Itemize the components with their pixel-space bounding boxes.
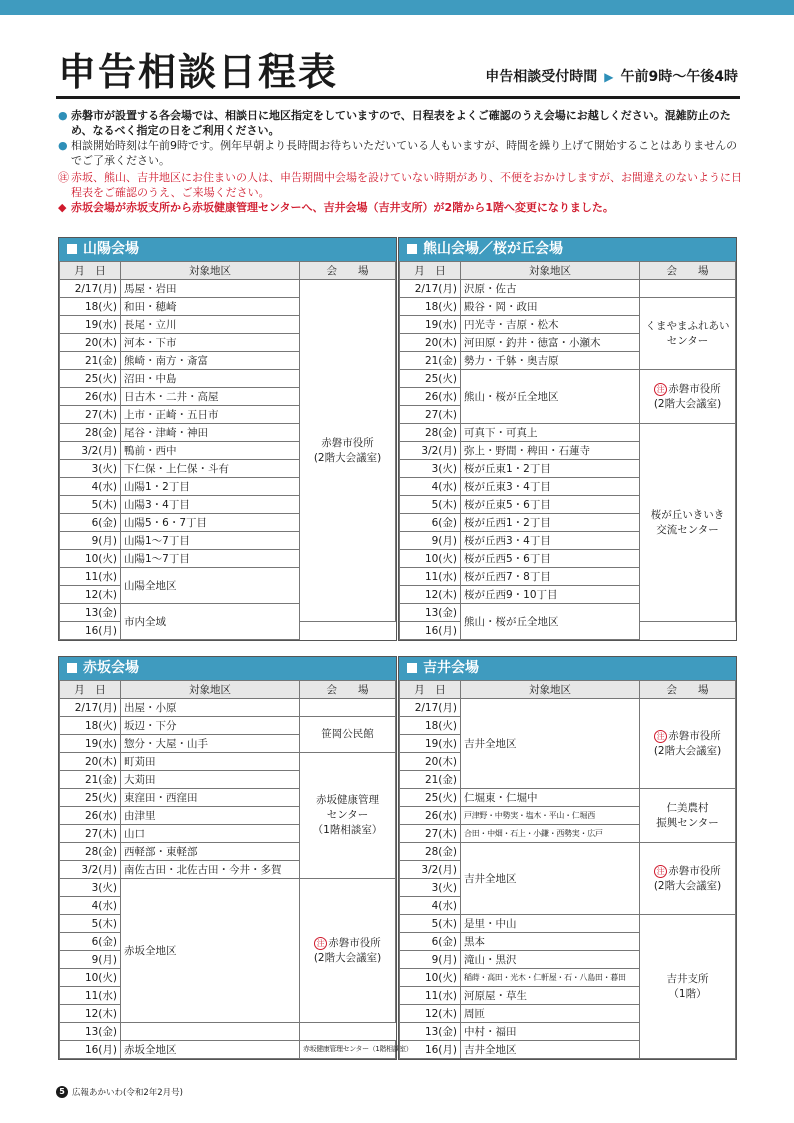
area-cell: 山口 [121, 825, 300, 843]
area-cell: 仁堀東・仁堀中 [461, 789, 640, 807]
area-cell: 戸津野・中勢実・塩木・平山・仁堀西 [461, 807, 640, 825]
date-cell: 13(金) [400, 604, 461, 622]
date-cell: 10(火) [400, 969, 461, 987]
caution-mark-icon: 注 [314, 937, 327, 950]
schedule-table [399, 261, 736, 640]
date-cell: 20(木) [60, 753, 121, 771]
area-cell: 桜が丘西1・2丁目 [461, 514, 640, 532]
area-cell: 和田・穂崎 [121, 298, 300, 316]
date-cell: 16(月) [400, 622, 461, 640]
area-cell [121, 1023, 300, 1041]
table-row [60, 280, 396, 298]
venue-cell: くまやまふれあい センター [640, 298, 736, 370]
reception-hours [485, 66, 738, 86]
date-cell: 18(火) [60, 717, 121, 735]
square-icon [407, 244, 417, 254]
area-cell: 山陽全地区 [121, 568, 300, 604]
venue-name: 赤坂会場 [83, 660, 139, 676]
date-cell: 6(金) [400, 933, 461, 951]
column-header-venue: 会 場 [640, 681, 736, 699]
caution-mark-icon: 注 [654, 865, 667, 878]
footer-text: 広報あかいわ(令和2年2月号) [72, 1088, 183, 1098]
area-cell: 円光寺・吉原・松木 [461, 316, 640, 334]
column-header-date: 月 日 [60, 681, 121, 699]
area-cell: 惣分・大屋・山手 [121, 735, 300, 753]
area-cell: 日古木・二井・高屋 [121, 388, 300, 406]
date-cell: 12(木) [60, 586, 121, 604]
date-cell: 26(水) [400, 388, 461, 406]
area-cell: 鴨前・西中 [121, 442, 300, 460]
area-cell: 中村・福田 [461, 1023, 640, 1041]
date-cell: 25(火) [60, 789, 121, 807]
date-cell: 12(木) [400, 1005, 461, 1023]
date-cell: 5(木) [400, 496, 461, 514]
date-cell: 16(月) [60, 622, 121, 640]
date-cell: 19(水) [400, 316, 461, 334]
area-cell: 上市・正崎・五日市 [121, 406, 300, 424]
area-cell: 山陽5・6・7丁目 [121, 514, 300, 532]
hours-value: 午前9時～午後4時 [620, 69, 738, 85]
area-cell: 赤坂全地区 [121, 879, 300, 1023]
note-2: ● 相談開始時刻は午前9時です。例年早朝より長時間お待ちいただいている人もいますが、時間を繰り上げて開始することはありませんのでご了承ください。 [58, 139, 738, 167]
date-cell: 6(金) [60, 933, 121, 951]
date-cell: 21(金) [400, 771, 461, 789]
venue-name: 熊山会場／桜が丘会場 [423, 241, 563, 257]
table-row [400, 298, 736, 316]
date-cell: 3(火) [60, 460, 121, 478]
date-cell: 3/2(月) [60, 442, 121, 460]
date-cell: 2/17(月) [400, 699, 461, 717]
venue-cell: 注 赤磐市役所 (2階大会議室) [300, 879, 396, 1023]
area-cell: 下仁保・上仁保・斗有 [121, 460, 300, 478]
area-cell: 周匝 [461, 1005, 640, 1023]
top-color-bar [0, 0, 794, 15]
column-header-venue: 会 場 [640, 262, 736, 280]
schedule-panel-sanyo [58, 237, 397, 641]
column-header-area: 対象地区 [121, 681, 300, 699]
date-cell: 26(水) [60, 807, 121, 825]
date-cell: 26(水) [400, 807, 461, 825]
area-cell: 桜が丘東1・2丁目 [461, 460, 640, 478]
date-cell: 21(金) [400, 352, 461, 370]
area-cell: 尾谷・津崎・神田 [121, 424, 300, 442]
venue-cell: 注 赤磐市役所 (2階大会議室) [640, 843, 736, 915]
date-cell: 12(木) [400, 586, 461, 604]
column-header-area: 対象地区 [461, 681, 640, 699]
area-cell: 桜が丘西7・8丁目 [461, 568, 640, 586]
date-cell: 25(火) [400, 370, 461, 388]
area-cell: 大苅田 [121, 771, 300, 789]
date-cell: 3/2(月) [400, 861, 461, 879]
diamond-icon: ◆ [58, 201, 67, 214]
date-cell: 13(金) [60, 1023, 121, 1041]
table-row [400, 280, 736, 298]
date-cell: 6(金) [400, 514, 461, 532]
area-cell: 山陽1～7丁目 [121, 532, 300, 550]
date-cell: 9(月) [400, 532, 461, 550]
area-cell: 弥上・野間・稗田・石蓮寺 [461, 442, 640, 460]
area-cell: 出屋・小原 [121, 699, 300, 717]
area-cell: 勢力・千躰・奥吉原 [461, 352, 640, 370]
date-cell: 18(火) [400, 717, 461, 735]
area-cell: 坂辺・下分 [121, 717, 300, 735]
panel-header [59, 657, 396, 680]
venue-cell: 赤磐市役所 (2階大会議室) [300, 280, 396, 622]
table-row [60, 699, 396, 717]
table-row [400, 789, 736, 807]
area-cell: 熊山・桜が丘全地区 [461, 604, 640, 640]
area-cell: 由津里 [121, 807, 300, 825]
area-cell: 山陽1～7丁目 [121, 550, 300, 568]
triangle-arrow-icon: ▶ [604, 70, 614, 84]
venue-cell [300, 699, 396, 717]
square-icon [67, 663, 77, 673]
date-cell: 4(水) [60, 897, 121, 915]
table-row [400, 424, 736, 442]
date-cell: 27(木) [60, 406, 121, 424]
caution-mark-icon: 注 [654, 730, 667, 743]
area-cell: 桜が丘西9・10丁目 [461, 586, 640, 604]
panel-header [59, 238, 396, 261]
column-header-venue: 会 場 [300, 262, 396, 280]
venue-name: 山陽会場 [83, 241, 139, 257]
area-cell: 東窪田・西窪田 [121, 789, 300, 807]
table-row [60, 1023, 396, 1041]
date-cell: 10(火) [60, 969, 121, 987]
date-cell: 10(火) [60, 550, 121, 568]
area-cell: 滝山・黒沢 [461, 951, 640, 969]
date-cell: 2/17(月) [60, 699, 121, 717]
venue-cell: 注 赤磐市役所 (2階大会議室) [640, 699, 736, 789]
title-divider [56, 96, 740, 99]
date-cell: 27(木) [60, 825, 121, 843]
schedule-table [59, 680, 413, 1059]
venue-cell: 仁美農村 振興センター [640, 789, 736, 843]
date-cell: 13(金) [400, 1023, 461, 1041]
date-cell: 26(水) [60, 388, 121, 406]
date-cell: 10(火) [400, 550, 461, 568]
date-cell: 5(木) [400, 915, 461, 933]
date-cell: 19(水) [400, 735, 461, 753]
bullet-icon: ● [58, 139, 68, 152]
page-title: 申告相談日程表 [58, 50, 339, 94]
area-cell: 桜が丘西3・4丁目 [461, 532, 640, 550]
area-cell: 山陽1・2丁目 [121, 478, 300, 496]
date-cell: 28(金) [400, 843, 461, 861]
date-cell: 20(木) [400, 334, 461, 352]
area-cell: 西軽部・東軽部 [121, 843, 300, 861]
date-cell: 2/17(月) [60, 280, 121, 298]
area-cell: 稲蒔・高田・光木・仁軒屋・石・八島田・暮田 [461, 969, 640, 987]
note-4: ◆ 赤坂会場が赤坂支所から赤坂健康管理センターへ、吉井会場（吉井支所）が2階から1階へ変更になりました。 [58, 201, 614, 214]
date-cell: 2/17(月) [400, 280, 461, 298]
date-cell: 9(月) [400, 951, 461, 969]
schedule-table [59, 261, 396, 640]
area-cell: 市内全域 [121, 604, 300, 640]
date-cell: 18(火) [400, 298, 461, 316]
date-cell: 19(水) [60, 735, 121, 753]
venue-cell: 笹岡公民館 [300, 717, 396, 753]
date-cell: 27(木) [400, 406, 461, 424]
area-cell: 河原屋・草生 [461, 987, 640, 1005]
date-cell: 25(火) [400, 789, 461, 807]
table-row [400, 915, 736, 933]
area-cell: 桜が丘西5・6丁目 [461, 550, 640, 568]
hours-label: 申告相談受付時間 [485, 69, 598, 85]
date-cell: 20(木) [400, 753, 461, 771]
table-row [60, 879, 396, 897]
area-cell: 南佐古田・北佐古田・今井・多賀 [121, 861, 300, 879]
area-cell: 黒本 [461, 933, 640, 951]
column-header-date: 月 日 [400, 681, 461, 699]
date-cell: 28(金) [60, 843, 121, 861]
date-cell: 6(金) [60, 514, 121, 532]
panel-header [399, 657, 736, 680]
table-row [60, 1041, 396, 1059]
table-row [400, 699, 736, 717]
date-cell: 5(木) [60, 915, 121, 933]
square-icon [67, 244, 77, 254]
area-cell: 熊山・桜が丘全地区 [461, 370, 640, 424]
date-cell: 3(火) [60, 879, 121, 897]
area-cell: 是里・中山 [461, 915, 640, 933]
date-cell: 3/2(月) [60, 861, 121, 879]
date-cell: 11(水) [400, 568, 461, 586]
venue-name: 吉井会場 [423, 660, 479, 676]
date-cell: 21(金) [60, 771, 121, 789]
date-cell: 13(金) [60, 604, 121, 622]
venue-cell [640, 280, 736, 298]
date-cell: 20(木) [60, 334, 121, 352]
date-cell: 19(水) [60, 316, 121, 334]
date-cell: 11(水) [60, 568, 121, 586]
date-cell: 4(水) [60, 478, 121, 496]
date-cell: 3/2(月) [400, 442, 461, 460]
schedule-panel-yoshii [398, 656, 737, 1060]
venue-cell: 桜が丘いきいき 交流センター [640, 424, 736, 622]
panel-header [399, 238, 736, 261]
square-icon [407, 663, 417, 673]
page-number: 5 [56, 1086, 68, 1098]
note-1: ● 赤磐市が設置する各会場では、相談日に地区指定をしていますので、日程表をよくご確認のうえ会場にお越しください。混雑防止のため、なるべく指定の日をご利用ください。 [58, 109, 731, 137]
area-cell: 吉井全地区 [461, 699, 640, 789]
area-cell: 町苅田 [121, 753, 300, 771]
date-cell: 16(月) [400, 1041, 461, 1059]
notes [58, 108, 744, 215]
date-cell: 25(火) [60, 370, 121, 388]
schedule-panel-akasaka [58, 656, 413, 1060]
area-cell: 赤坂全地区 [121, 1041, 300, 1059]
area-cell: 馬屋・岩田 [121, 280, 300, 298]
schedule-table [399, 680, 736, 1059]
note-3: ㊟ 赤坂、熊山、吉井地区にお住まいの人は、申告期間中会場を設けていない時期があり、不便をおかけしますが、お間違えのないように日程表をご確認のうえ、ご来場ください。 [58, 171, 742, 199]
date-cell: 28(金) [60, 424, 121, 442]
date-cell: 18(火) [60, 298, 121, 316]
date-cell: 9(月) [60, 951, 121, 969]
table-row [400, 843, 736, 861]
date-cell: 11(水) [400, 987, 461, 1005]
area-cell: 長尾・立川 [121, 316, 300, 334]
date-cell: 16(月) [60, 1041, 121, 1059]
area-cell: 合田・中畑・石上・小鎌・西勢実・広戸 [461, 825, 640, 843]
date-cell: 4(水) [400, 897, 461, 915]
area-cell: 殿谷・岡・政田 [461, 298, 640, 316]
area-cell: 河田原・釣井・徳富・小瀬木 [461, 334, 640, 352]
caution-mark-icon: 注 [654, 383, 667, 396]
area-cell: 吉井全地区 [461, 1041, 640, 1059]
venue-cell: 注 赤磐市役所 (2階大会議室) [640, 370, 736, 424]
page-footer [56, 1086, 183, 1098]
table-row [400, 370, 736, 388]
date-cell: 12(木) [60, 1005, 121, 1023]
area-cell: 山陽3・4丁目 [121, 496, 300, 514]
date-cell: 3(火) [400, 460, 461, 478]
date-cell: 21(金) [60, 352, 121, 370]
area-cell: 沢原・佐古 [461, 280, 640, 298]
date-cell: 3(火) [400, 879, 461, 897]
area-cell: 熊崎・南方・斎富 [121, 352, 300, 370]
date-cell: 28(金) [400, 424, 461, 442]
column-header-area: 対象地区 [121, 262, 300, 280]
venue-cell: 吉井支所 （1階） [640, 915, 736, 1059]
area-cell: 可真下・可真上 [461, 424, 640, 442]
area-cell: 吉井全地区 [461, 843, 640, 915]
area-cell: 河本・下市 [121, 334, 300, 352]
date-cell: 5(木) [60, 496, 121, 514]
date-cell: 9(月) [60, 532, 121, 550]
table-row [60, 753, 396, 771]
venue-cell: 赤坂健康管理センター（1階相談室） [300, 1041, 396, 1059]
bullet-icon: ● [58, 109, 68, 122]
area-cell: 桜が丘東3・4丁目 [461, 478, 640, 496]
caution-mark-icon: ㊟ [58, 171, 69, 184]
area-cell: 桜が丘東5・6丁目 [461, 496, 640, 514]
column-header-date: 月 日 [60, 262, 121, 280]
date-cell: 27(木) [400, 825, 461, 843]
date-cell: 4(水) [400, 478, 461, 496]
schedule-panel-kumayama [398, 237, 737, 641]
date-cell: 11(水) [60, 987, 121, 1005]
area-cell: 沼田・中島 [121, 370, 300, 388]
table-row [60, 717, 396, 735]
column-header-date: 月 日 [400, 262, 461, 280]
venue-cell: 赤坂健康管理 センター （1階相談室） [300, 753, 396, 879]
column-header-venue: 会 場 [300, 681, 396, 699]
column-header-area: 対象地区 [461, 262, 640, 280]
